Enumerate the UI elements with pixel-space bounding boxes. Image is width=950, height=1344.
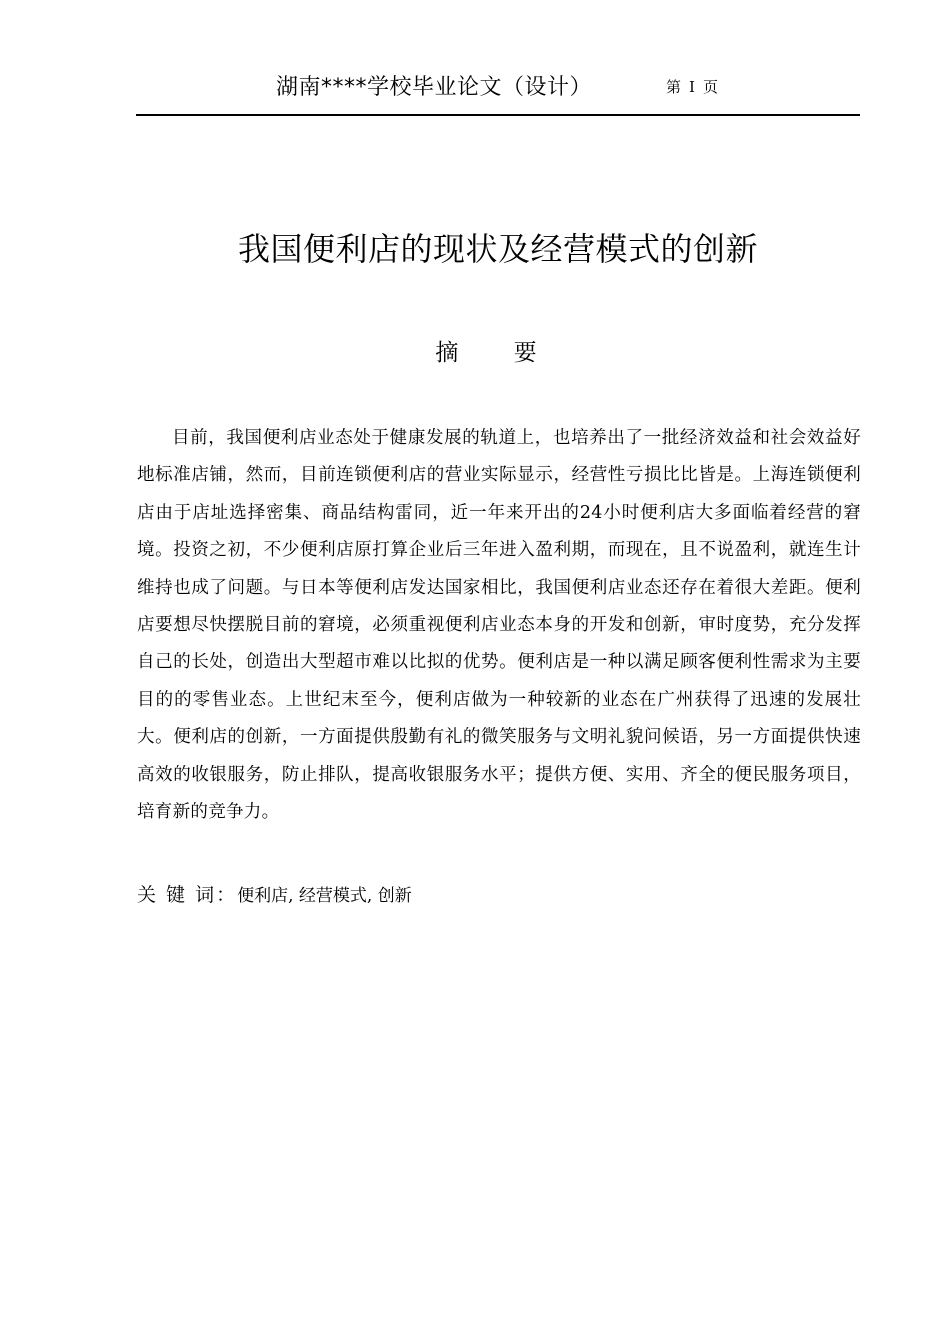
keywords-line	[137, 880, 412, 907]
page-number: I	[689, 78, 695, 96]
page-header	[136, 64, 860, 116]
abstract-body: 目前，我国便利店业态处于健康发展的轨道上，也培养出了一批经济效益和社会效益好地标准店铺，然而，目前连锁便利店的营业实际显示，经营性亏损比比皆是。上海连锁便利店由于店址选择密集、商品结构雷同，近一年来开出的24小时便利店大多面临着经营的窘境。投资之初，不少便利店原打算企业后三年进入盈利期，而现在，且不说盈利，就连生计维持也成了问题。与日本等便利店发达国家相比，我国便利店业态还存在着很大差距。便利店要想尽快摆脱目前的窘境，必须重视便利店业态本身的开发和创新，审时度势，充分发挥自己的长处，创造出大型超市难以比拟的优势。便利店是一种以满足顾客便利性需求为主要目的的零售业态。上世纪末至今，便利店做为一种较新的业态在广州获得了迅速的发展壮大。便利店的创新，一方面提供殷勤有礼的微笑服务与文明礼貌问候语，另一方面提供快速高效的收银服务，防止排队，提高收银服务水平；提供方便、实用、齐全的便民服务项目，培育新的竞争力。	[137, 428, 861, 823]
keywords-value: 便利店, 经营模式, 创新	[237, 886, 412, 906]
header-title: 湖南****学校毕业论文（设计）	[276, 75, 593, 100]
page-prefix: 第	[666, 78, 682, 96]
page-suffix: 页	[702, 78, 718, 96]
document-title: 我国便利店的现状及经营模式的创新	[237, 230, 758, 268]
keywords-label: 关 键 词：	[137, 884, 238, 906]
abstract-heading: 摘 要	[435, 340, 561, 366]
page-indicator	[666, 76, 718, 97]
